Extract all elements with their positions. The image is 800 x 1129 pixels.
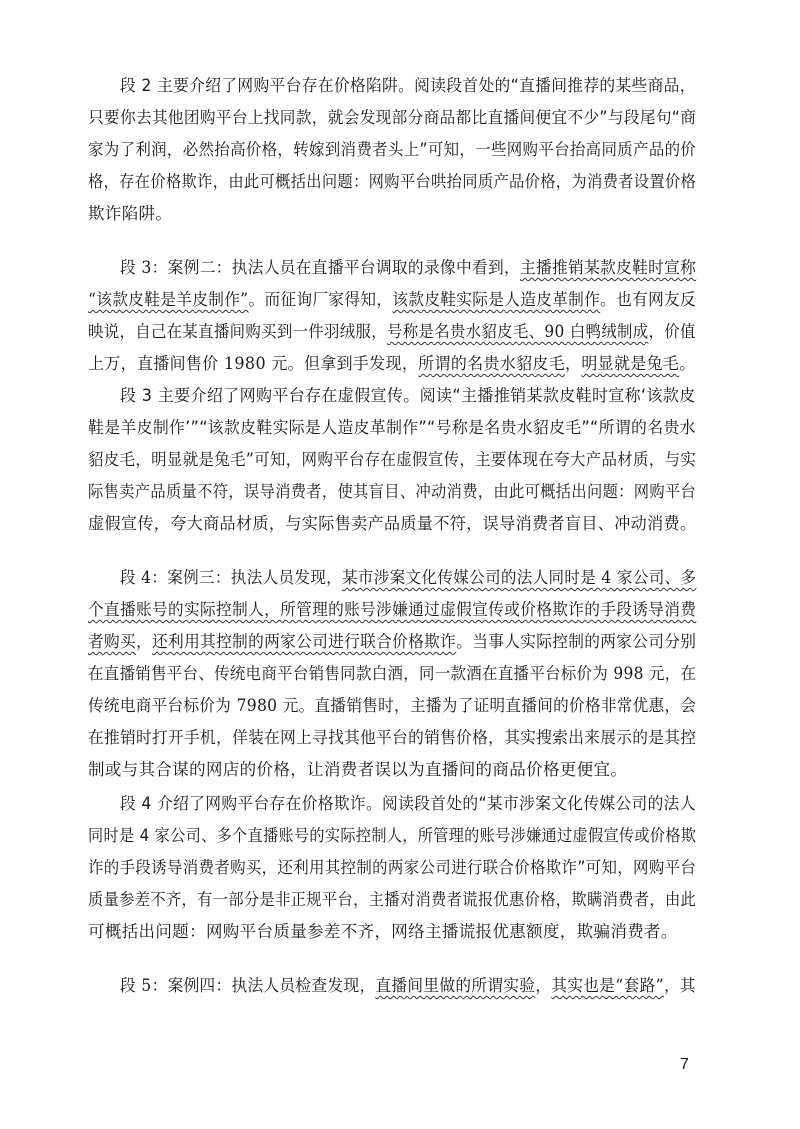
text-run: ， (535, 976, 552, 995)
text-run: 在直播销售平台、传统电商平台销售同款白酒，同一款酒在直播平台标价为 998 元，在 (88, 664, 697, 683)
text-run: 在推销时打开手机，佯装在网上寻找其他平台的销售价格，其实搜索出来展示的是其控 (88, 728, 697, 747)
text-line (88, 108, 696, 128)
text-run: 。当事人实际控制的两家公司分别 (456, 632, 697, 651)
text-line (88, 922, 678, 942)
text-run: 同时是 4 家公司、多个直播账号的实际控制人，所管理的账号涉嫌通过虚假宣传或价格欺 (88, 826, 697, 845)
text-line (88, 600, 696, 620)
underlined-phrase: 其实也是“套路” (551, 976, 664, 995)
text-line (88, 632, 696, 652)
text-line (88, 890, 696, 910)
text-run: 上万，直播间售价 1980 元。但拿到手发现， (88, 354, 419, 373)
underlined-phrase: 明显就是兔毛 (581, 354, 680, 373)
text-run: ，其 (663, 976, 696, 995)
text-run: 段 4 介绍了网购平台存在价格欺诈。阅读段首处的“某市涉案文化传媒公司的法人 (120, 794, 696, 813)
text-run: 。 (679, 354, 696, 373)
text-run: 质量参差不齐，有一部分是非正规平台，主播对消费者谎报优惠价格，欺瞒消费者，由此 (88, 890, 697, 909)
page-number: 7 (680, 1056, 689, 1073)
text-run: 段 3：案例二：执法人员在直播平台调取的录像中看到， (120, 258, 521, 277)
text-line (88, 760, 627, 780)
text-run: 段 5：案例四：执法人员检查发现， (120, 976, 376, 995)
text-line (88, 354, 696, 374)
underlined-phrase: 该款皮鞋实际是人造皮革制作 (392, 290, 601, 309)
text-run: ， (136, 632, 153, 651)
text-line (88, 696, 696, 716)
text-line (120, 976, 696, 996)
text-line (120, 258, 696, 278)
text-line (88, 290, 696, 310)
underlined-phrase: 所谓的名贵水貂皮毛 (418, 354, 566, 373)
text-line (88, 858, 696, 878)
text-line (120, 386, 696, 406)
text-run: 制或与其合谋的网店的价格，让消费者误以为直播间的商品价格更便宜。 (88, 760, 628, 779)
text-line (88, 664, 696, 684)
text-run: 只要你去其他团购平台上找同款，就会发现部分商品都比直播间便宜不少”与段尾句“商 (88, 108, 697, 127)
text-line (88, 140, 696, 160)
text-line (88, 826, 696, 846)
text-run: 家为了利润，必然抬高价格，转嫁到消费者头上”可知，一些网购平台抬高同质产品的价 (88, 140, 697, 159)
text-run: ， (565, 354, 582, 373)
underlined-phrase: 直播间里做的所谓实验 (375, 976, 536, 995)
underlined-phrase: 号称是名贵水貂皮毛、90 白鸭绒制成 (386, 322, 649, 341)
text-run: 际售卖产品质量不符，误导消费者，使其盲目、冲动消费，由此可概括出问题：网购平台 (88, 482, 697, 501)
text-run: 段 4：案例三：执法人员发现， (120, 568, 343, 587)
text-line (88, 172, 696, 192)
text-run: 诈的手段诱导消费者购买，还利用其控制的两家公司进行联合价格欺诈”可知，网购平台 (88, 858, 697, 877)
underlined-phrase: 还利用其控制的两家公司进行联合价格欺诈 (152, 632, 457, 651)
text-line (88, 322, 696, 342)
text-run: 鞋是羊皮制作’”“该款皮鞋实际是人造皮革制作”“号称是名贵水貂皮毛”“所谓的名贵水 (88, 418, 696, 437)
text-line (88, 514, 696, 534)
underlined-phrase: 个直播账号的实际控制人，所管理的账号涉嫌通过虚假宣传或价格欺诈的手段诱导消费 (88, 600, 697, 619)
text-line (88, 482, 696, 502)
underlined-phrase: 主播推销某款皮鞋时宣称 (520, 258, 697, 277)
text-run: 传统电商平台标价为 7980 元。直播销售时，主播为了证明直播间的价格非常优惠，会 (88, 696, 697, 715)
text-line (120, 76, 696, 96)
text-run: 虚假宣传，夸大商品材质，与实际售卖产品质量不符，误导消费者盲目、冲动消费。 (88, 514, 697, 533)
text-line (120, 794, 696, 814)
text-line (88, 204, 172, 224)
text-line (120, 568, 696, 588)
text-line (88, 418, 696, 438)
text-run: 。而征询厂家得知， (248, 290, 393, 309)
text-line (88, 728, 696, 748)
text-run: 。也有网友反 (600, 290, 697, 309)
text-run: ，价值 (648, 322, 696, 341)
text-run: 貂皮毛，明显就是兔毛”可知，网购平台存在虚假宣传，主要体现在夸大产品材质，与实 (88, 450, 697, 469)
text-run: 欺诈陷阱。 (88, 204, 173, 223)
text-run: 映说，自己在某直播间购买到一件羽绒服， (88, 322, 387, 341)
text-run: 格，存在价格欺诈，由此可概括出问题：网购平台哄抬同质产品价格，为消费者设置价格 (88, 172, 697, 191)
text-run: 段 3 主要介绍了网购平台存在虚假宣传。阅读“主播推销某款皮鞋时宣称‘该款皮 (120, 386, 696, 405)
underlined-phrase: 者购买 (88, 632, 137, 651)
text-run: 可概括出问题：网购平台质量参差不齐，网络主播谎报优惠额度，欺骗消费者。 (88, 922, 678, 941)
underlined-phrase: “该款皮鞋是羊皮制作” (88, 290, 249, 309)
text-line (88, 450, 696, 470)
text-run: 段 2 主要介绍了网购平台存在价格陷阱。阅读段首处的“直播间推荐的某些商品， (120, 76, 696, 95)
underlined-phrase: 某市涉案文化传媒公司的法人同时是 4 家公司、多 (342, 568, 697, 587)
